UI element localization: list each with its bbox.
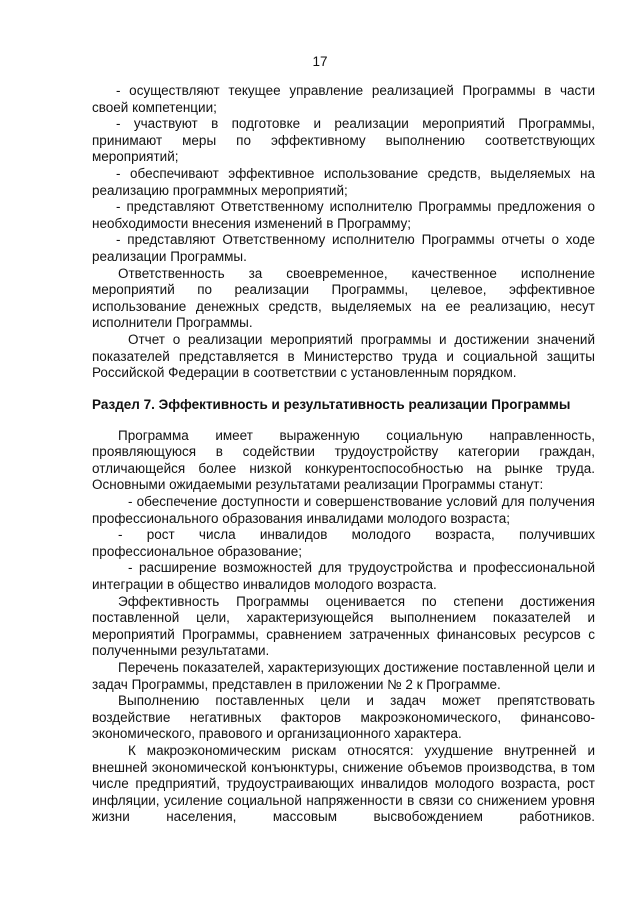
paragraph: - рост числа инвалидов молодого возраста, получивших профессиональное образование; — [92, 527, 595, 559]
paragraph: Перечень показателей, характеризующих достижение поставленной цели и задач Программы, представлен в приложении № 2 к Программе. — [92, 660, 595, 692]
paragraph: Отчет о реализации мероприятий программы и достижении значений показателей представляется в Министерство труда и социальной защиты Российской Федерации в соответствии с установленным порядком. — [92, 331, 595, 381]
paragraph: - обеспечение доступности и совершенствование условий для получения профессионального образования инвалидами молодого возраста; — [92, 494, 595, 526]
paragraphs-before — [92, 83, 595, 382]
paragraph: Выполнению поставленных цели и задач может препятствовать воздействие негативных факторов макроэкономического, финансово-экономического, правового и организационного характера. — [92, 693, 595, 742]
paragraph: Эффективность Программы оценивается по степени достижения поставленной цели, характеризующейся выполнением показателей и мероприятий Программы, сравнением затраченных финансовых ресурсов с полученными результатами. — [92, 593, 595, 659]
paragraph: - расширение возможностей для трудоустройства и профессиональной интеграции в общество инвалидов молодого возраста. — [92, 560, 595, 593]
paragraph: - представляют Ответственному исполнителю Программы отчеты о ходе реализации Программы. — [92, 232, 595, 264]
paragraph: - обеспечивают эффективное использование средств, выделяемых на реализацию программных мероприятий; — [92, 165, 595, 198]
paragraph: - представляют Ответственному исполнителю Программы предложения о необходимости внесения изменений в Программу; — [92, 199, 595, 231]
paragraph: К макроэкономическим рискам относятся: ухудшение внутренней и внешней экономической конъюнктуры, снижение объемов производства, в том числе предприятий, трудоустраивающих инвалидов молодого возраста, рост инфляции, усиление социальной напряженности в связи со снижением уровня жизни населения, массовым высвобождением работников. — [92, 742, 595, 825]
paragraphs-after — [92, 428, 595, 826]
section-heading: Раздел 7. Эффективность и результативность реализации Программы — [92, 396, 571, 412]
paragraph: - участвуют в подготовке и реализации мероприятий Программы, принимают меры по эффективному выполнению соответствующих мероприятий; — [92, 116, 595, 165]
page-number: 17 — [312, 54, 328, 69]
paragraph: Ответственность за своевременное, качественное исполнение мероприятий по реализации Программы, целевое, эффективное использование денежных средств, выделяемых на ее реализацию, несут исполнители Программы. — [92, 265, 595, 331]
paragraph: - осуществляют текущее управление реализацией Программы в части своей компетенции; — [92, 83, 595, 115]
document-body — [92, 83, 595, 826]
paragraph: Программа имеет выраженную социальную направленность, проявляющуюся в содействии трудоустройству категории граждан, отличающейся более низкой конкурентоспособностью на рынке труда. Основными ожидаемыми результатами реализации Программы станут: — [92, 427, 595, 493]
